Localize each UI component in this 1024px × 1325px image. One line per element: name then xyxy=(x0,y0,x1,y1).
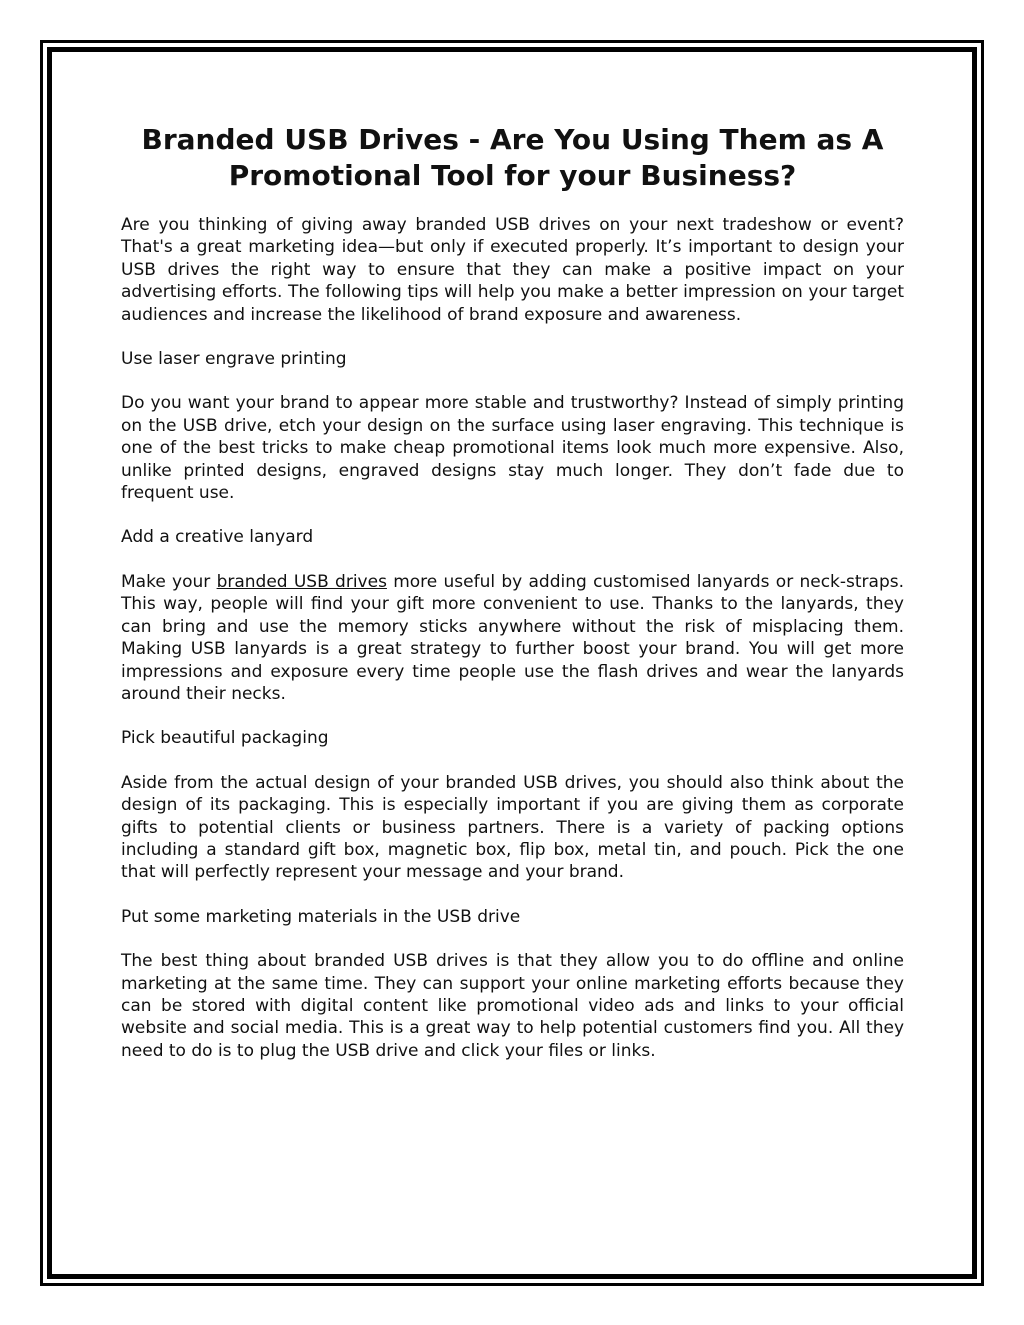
section-heading-packaging: Pick beautiful packaging xyxy=(121,728,329,749)
section-heading-lanyard: Add a creative lanyard xyxy=(121,527,314,548)
document-title: Branded USB Drives - Are You Using Them as A Promotional Tool for your Business? xyxy=(141,123,884,192)
section-body-lanyard xyxy=(121,571,904,705)
branded-usb-drives-link[interactable]: branded USB drives xyxy=(216,571,387,592)
section-body-laser-engrave: Do you want your brand to appear more stable and trustworthy? Instead of simply printing on the USB drive, etch your design on the surface using laser engraving. This technique is one of the best tricks to make cheap promotional items look much more expensive. Also, unlike printed designs, engraved designs stay much longer. They don’t fade due to frequent use. xyxy=(121,393,904,504)
document-content xyxy=(121,122,904,1084)
section-body-marketing-materials: The best thing about branded USB drives is that they allow you to do offline and online marketing at the same time. They can support your online marketing efforts because they can be stored with digital content like promotional video ads and links to your official website and social media. This is a great way to help potential customers find you. All they need to do is to plug the USB drive and click your files or links. xyxy=(121,951,904,1061)
lanyard-body-prefix: Make your xyxy=(121,571,217,592)
intro-paragraph: Are you thinking of giving away branded USB drives on your next tradeshow or event? That's a great marketing idea—but only if executed properly. It’s important to design your USB drives the right way to ensure that they can make a positive impact on your advertising efforts. The following tips will help you make a better impression on your target audiences and increase the likelihood of brand exposure and awareness. xyxy=(121,215,904,325)
lanyard-body-suffix: more useful by adding customised lanyards or neck-straps. This way, people will find your gift more convenient to use. Thanks to the lanyards, they can bring and use the memory sticks anywhere without the risk of misplacing them. Making USB lanyards is a great strategy to further boost your brand. You will get more impressions and exposure every time people use the flash drives and wear the lanyards around their necks. xyxy=(121,571,905,704)
section-body-packaging: Aside from the actual design of your branded USB drives, you should also think about the design of its packaging. This is especially important if you are giving them as corporate gifts to potential clients or business partners. There is a variety of packing options including a standard gift box, magnetic box, flip box, metal tin, and pouch. Pick the one that will perfectly represent your message and your brand. xyxy=(121,772,904,883)
section-heading-laser-engrave: Use laser engrave printing xyxy=(121,349,347,370)
section-heading-marketing-materials: Put some marketing materials in the USB drive xyxy=(121,906,521,927)
